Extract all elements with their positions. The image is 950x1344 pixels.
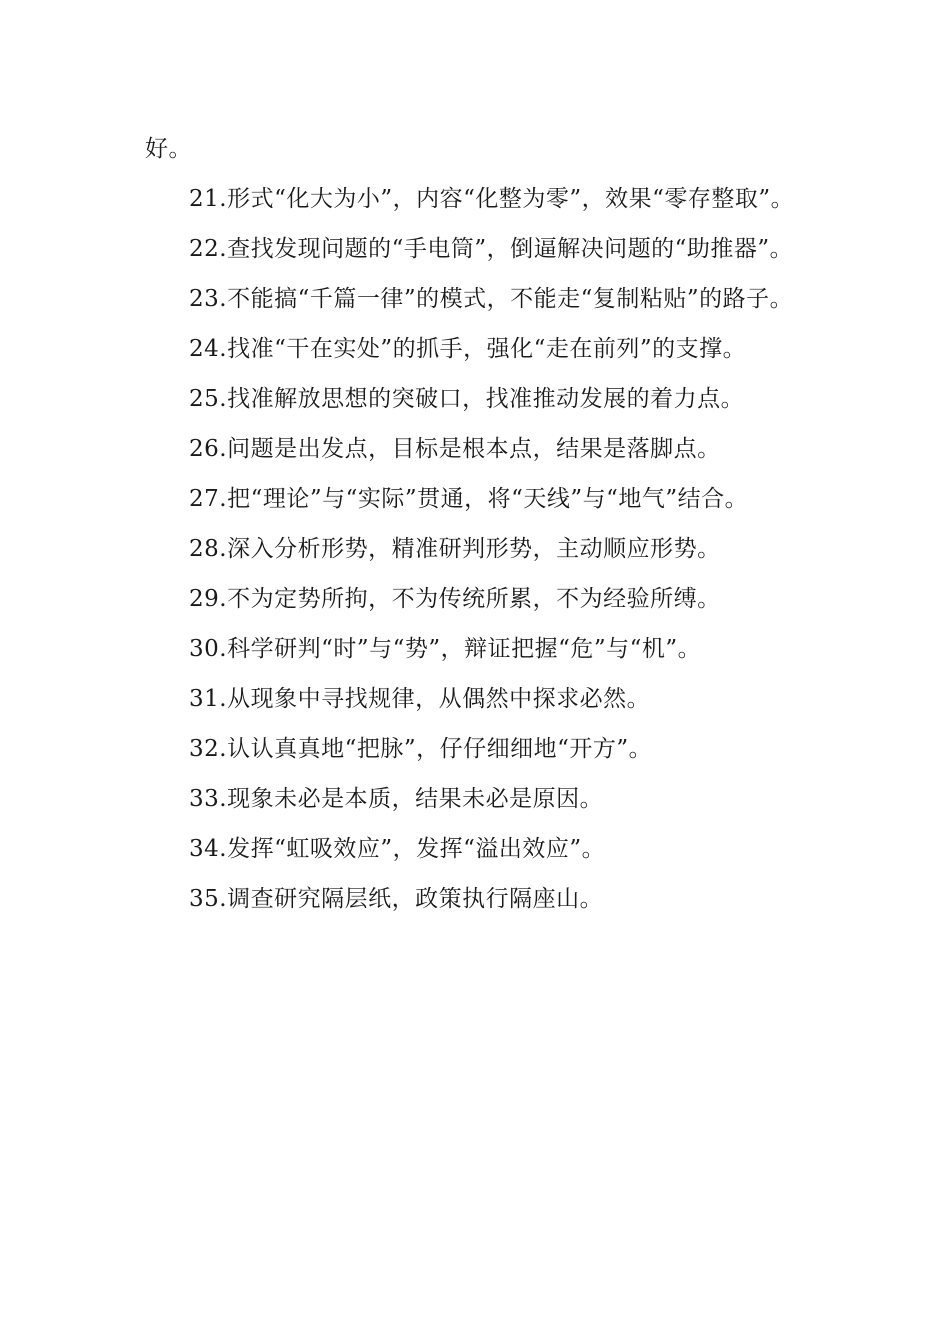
- paragraph-28: 28.深入分析形势，精准研判形势，主动顺应形势。: [189, 536, 721, 562]
- paragraph-22: 22.查找发现问题的“手电筒”，倒逼解决问题的“助推器”。: [189, 236, 794, 262]
- paragraph-continuation: 好。: [145, 136, 192, 162]
- paragraph-34: 34.发挥“虹吸效应”，发挥“溢出效应”。: [189, 836, 606, 862]
- paragraph-26: 26.问题是出发点，目标是根本点，结果是落脚点。: [189, 436, 721, 462]
- paragraph-24: 24.找准“干在实处”的抓手，强化“走在前列”的支撑。: [189, 336, 747, 362]
- paragraph-32: 32.认认真真地“把脉”，仔仔细细地“开方”。: [189, 736, 653, 762]
- paragraph-21: 21.形式“化大为小”，内容“化整为零”，效果“零存整取”。: [189, 186, 795, 212]
- paragraph-31: 31.从现象中寻找规律，从偶然中探求必然。: [189, 686, 651, 712]
- paragraph-33: 33.现象未必是本质，结果未必是原因。: [189, 786, 604, 812]
- paragraph-35: 35.调查研究隔层纸，政策执行隔座山。: [189, 886, 604, 912]
- paragraph-30: 30.科学研判“时”与“势”，辩证把握“危”与“机”。: [189, 636, 702, 662]
- paragraph-27: 27.把“理论”与“实际”贯通，将“天线”与“地气”结合。: [189, 486, 749, 512]
- paragraph-29: 29.不为定势所拘，不为传统所累，不为经验所缚。: [189, 586, 721, 612]
- paragraph-25: 25.找准解放思想的突破口，找准推动发展的着力点。: [189, 386, 745, 412]
- paragraph-23: 23.不能搞“千篇一律”的模式，不能走“复制粘贴”的路子。: [189, 286, 794, 312]
- document-body: [145, 124, 807, 924]
